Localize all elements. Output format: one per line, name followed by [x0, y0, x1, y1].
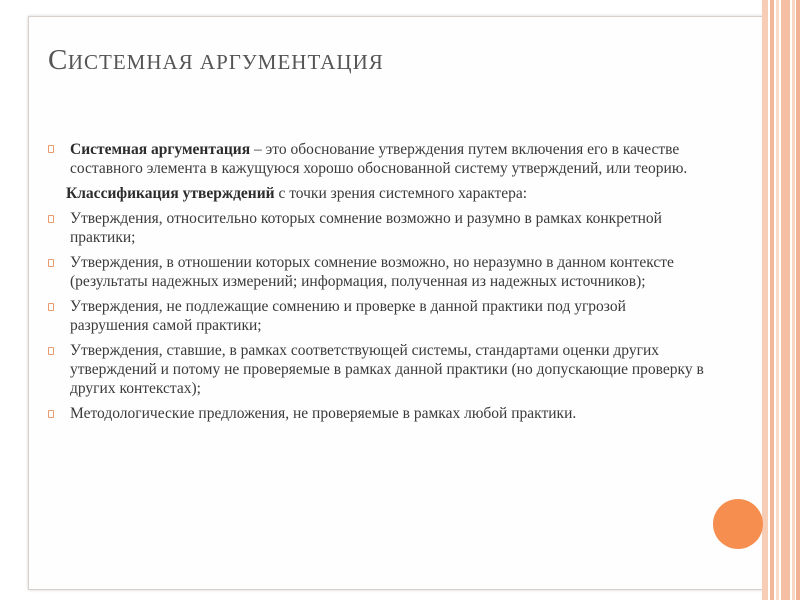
list-item: [44, 253, 704, 291]
bullet-icon: [48, 347, 54, 355]
list-item-text: Утверждения, относительно которых сомнение возможно и разумно в рамках конкретной практики;: [70, 210, 662, 246]
bullet-icon: [48, 303, 54, 311]
slide-content: [44, 140, 704, 429]
stripe: [796, 0, 800, 600]
slide-title: [48, 44, 384, 77]
list-item-text: Утверждения, ставшие, в рамках соответствующей системы, стандартами оценки других утверждений и потому не проверяемые в рамках данной практики (но допускающие проверку в других контекстах);: [70, 342, 704, 397]
list-item-text: Утверждения, не подлежащие сомнению и проверке в данной практики под угрозой разрушения самой практики;: [70, 298, 626, 334]
classification-term: Классификация утверждений: [66, 185, 275, 202]
stripe: [776, 0, 779, 600]
bullet-icon: [48, 215, 54, 223]
classification-heading: [44, 184, 704, 203]
decorative-stripes: [762, 0, 800, 600]
classification-text: с точки зрения системного характера:: [274, 185, 528, 202]
definition-paragraph: [44, 140, 704, 178]
title-first-letter: С: [48, 44, 68, 76]
stripe: [781, 0, 790, 600]
bullet-icon: [48, 259, 54, 267]
bullet-icon: [48, 410, 54, 418]
list-item: [44, 209, 704, 247]
bullet-icon: [48, 145, 54, 153]
stripe: [762, 0, 768, 600]
definition-text: – это обоснование утверждения путем включения его в качестве составного элемента в кажущуюся хорошо обоснованной систему утверждений, или теорию.: [70, 141, 688, 177]
list-item: [44, 341, 704, 398]
list-item-text: Методологические предложения, не проверяемые в рамках любой практики.: [70, 405, 577, 422]
list-item-text: Утверждения, в отношении которых сомнение возможно, но неразумно в данном контексте (результаты надежных измерений; информация, полученная из надежных источников);: [70, 254, 674, 290]
stripe: [792, 0, 795, 600]
stripe: [770, 0, 774, 600]
decorative-circle: [713, 499, 763, 549]
definition-term: Системная аргументация: [70, 141, 251, 158]
list-item: [44, 404, 704, 423]
title-rest: ИСТЕМНАЯ АРГУМЕНТАЦИЯ: [67, 50, 384, 74]
list-item: [44, 297, 704, 335]
